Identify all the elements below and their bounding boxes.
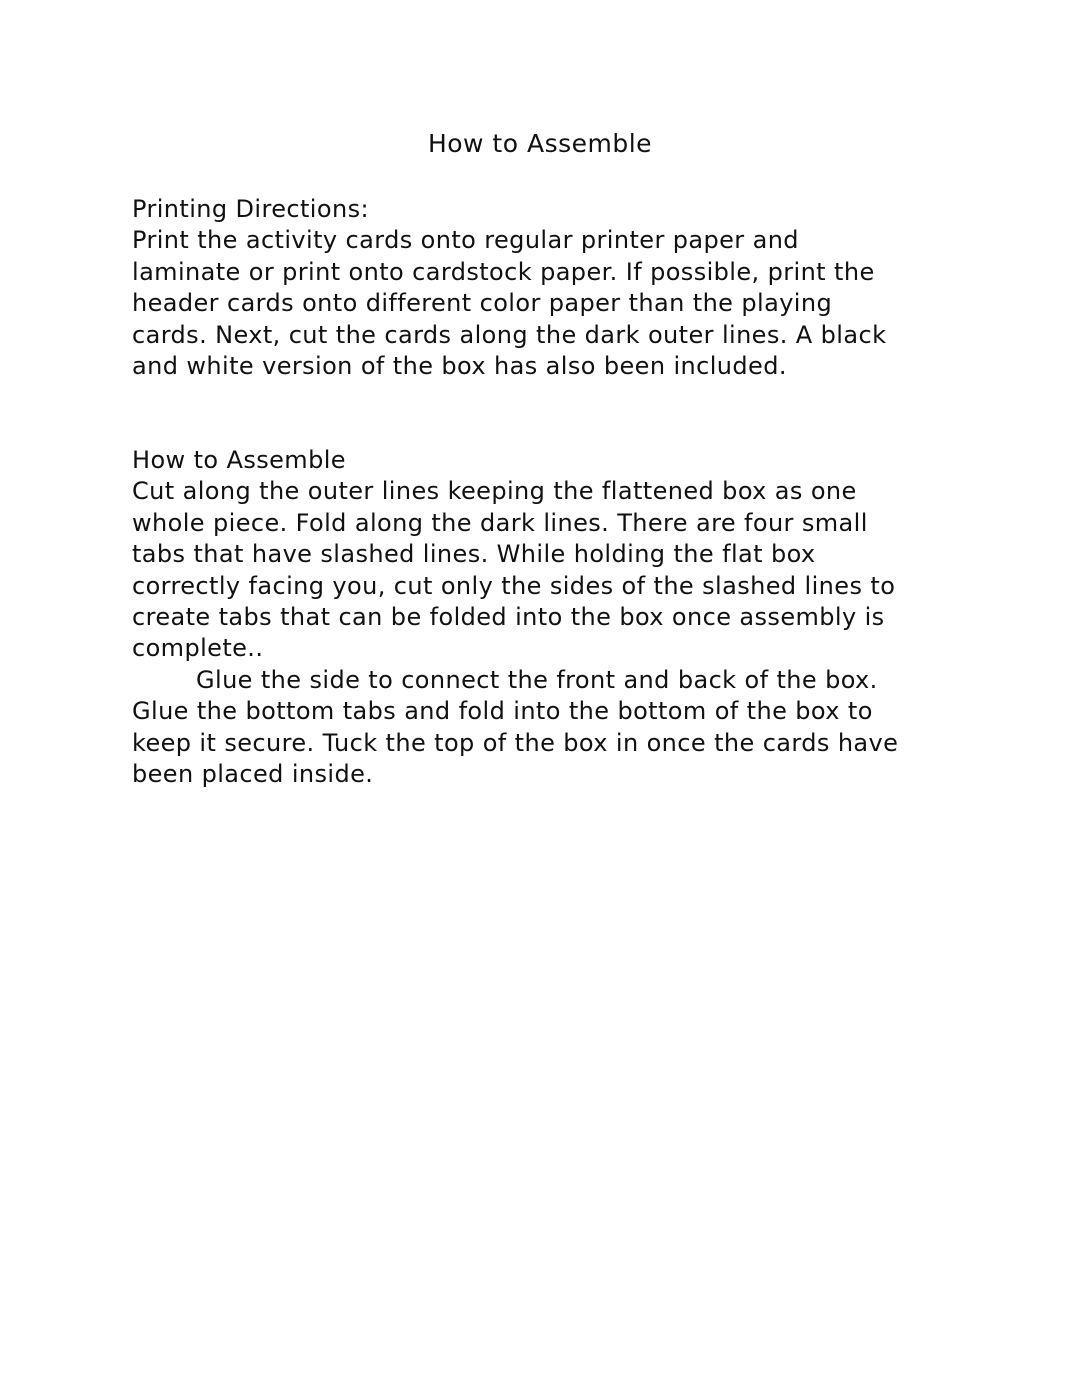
printing-line: cards. Next, cut the cards along the dark outer lines. A black	[132, 320, 887, 349]
assembly-line-indented	[132, 665, 952, 696]
printing-line: laminate or print onto cardstock paper. If possible, print the	[132, 257, 875, 286]
assembly-line: tabs that have slashed lines. While holding the flat box	[132, 540, 816, 569]
indented-text: Glue the side to connect the front and back of the box.	[196, 665, 878, 694]
page-title: How to Assemble	[427, 129, 653, 158]
assembly-line: create tabs that can be folded into the box once assembly is	[132, 603, 885, 632]
assembly-line: Glue the bottom tabs and fold into the bottom of the box to	[132, 697, 873, 726]
printing-line: and white version of the box has also been included.	[132, 352, 787, 381]
assembly-line: correctly facing you, cut only the sides of the slashed lines to	[132, 571, 896, 600]
assembly-section	[132, 445, 952, 790]
printing-line: header cards onto different color paper than the playing	[132, 289, 833, 318]
printing-directions-section	[132, 194, 952, 382]
assembly-line: keep it secure. Tuck the top of the box in once the cards have	[132, 728, 899, 757]
assembly-line: been placed inside.	[132, 760, 374, 789]
assembly-line: complete..	[132, 634, 264, 663]
assembly-heading: How to Assemble	[132, 446, 346, 474]
assembly-line: Cut along the outer lines keeping the flattened box as one	[132, 477, 857, 506]
printing-line: Print the activity cards onto regular printer paper and	[132, 226, 799, 255]
assembly-line: whole piece. Fold along the dark lines. There are four small	[132, 508, 868, 537]
printing-directions-heading: Printing Directions:	[132, 195, 369, 223]
